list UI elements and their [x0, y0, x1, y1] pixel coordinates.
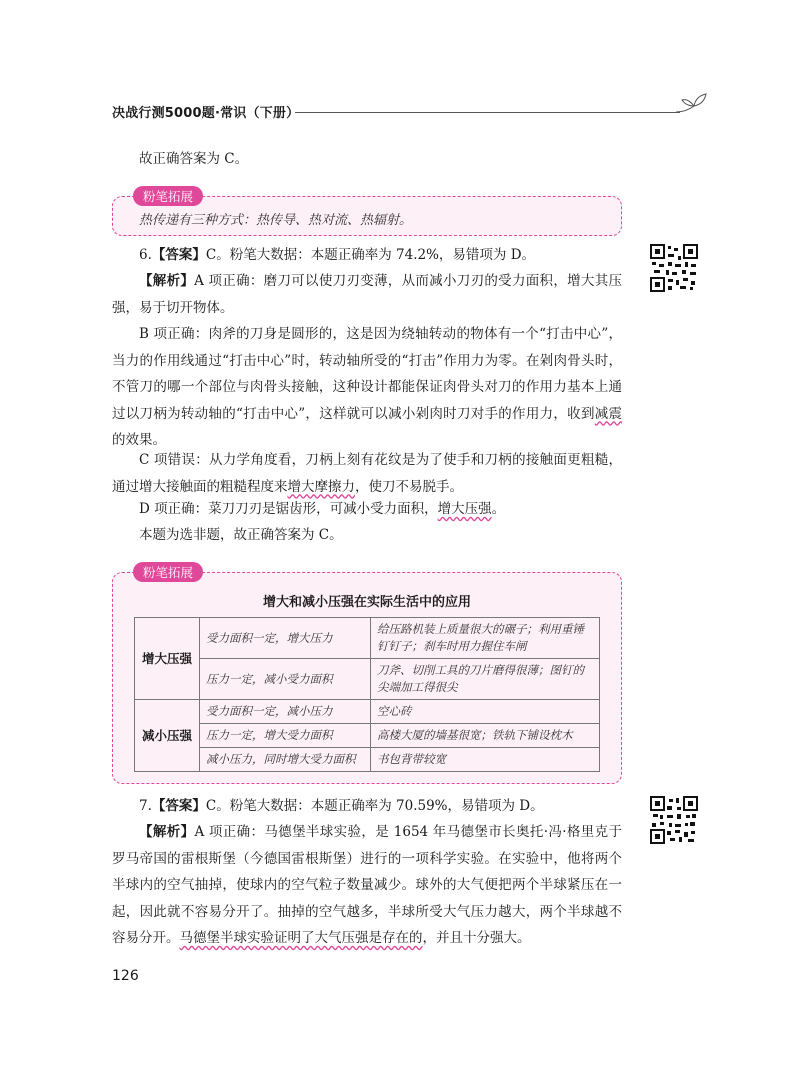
extension-text: 热传递有三种方式：热传导、热对流、热辐射。: [139, 213, 413, 228]
header-rule: [295, 112, 680, 113]
extension-box-heat: [112, 189, 622, 236]
analysis-label: 【解析】: [139, 273, 195, 289]
q7-analysis-a: 【解析】A 项正确：马德堡半球实验，是 1654 年马德堡市长奥托·冯·格里克于罗马帝国的雷根斯堡（今德国雷根斯堡）进行的一项科学实验。在实验中，他将两个半球内的空气抽掉，使球内的空气粒子数量减少。球外的大气便把两个半球紧压在一起，因此就不容易分开了。抽掉的空气越多，半球所受大气压力越大，两个半球越不容易分开。马德堡半球实验证明了大气压强是存在的，并且十分强大。: [112, 824, 623, 946]
book-title: 决战行测5000题·常识（下册）: [112, 106, 300, 121]
table-row: [135, 700, 600, 724]
condition-cell: 受力面积一定，增大压力: [200, 618, 371, 659]
q6-analysis-b: B 项正确：肉斧的刀身是圆形的，这是因为绕轴转动的物体有一个“打击中心”，当力的作用线通过“打击中心”时，转动轴所受的“打击”作用力为零。在剁肉骨头时，不管刀的哪一个部位与肉骨头接触，这种设计都能保证肉骨头对刀的作用力基本上通过以刀柄为转动轴的“打击中心”，这样就可以减小剁肉时刀对手的作用力，收到减震的效果。: [112, 326, 622, 448]
qr-code-icon[interactable]: [650, 796, 698, 844]
answer-label: 【答案】: [151, 798, 206, 814]
q6-analysis-d: D 项正确：菜刀刀刃是锯齿形，可减小受力面积，增大压强。: [139, 501, 506, 517]
qr-code-icon[interactable]: [650, 244, 698, 292]
q7-answer-line: 7.【答案】C。粉笔大数据：本题正确率为 70.59%，易错项为 D。: [139, 798, 544, 814]
table-row: [135, 618, 600, 659]
table-row: [135, 724, 600, 748]
pressure-table: [134, 617, 600, 772]
q6-analysis-a: 【解析】A 项正确：磨刀可以使刀刃变薄，从而减小刀刃的受力面积，增大其压强，易于切开物体。: [112, 273, 622, 316]
q6-analysis-c: C 项错误：从力学角度看，刀柄上刻有花纹是为了使手和刀柄的接触面更粗糙，通过增大接触面的粗糙程度来增大摩擦力，使刀不易脱手。: [112, 452, 622, 495]
running-header: [112, 98, 702, 124]
page-number: 126: [112, 968, 139, 984]
example-cell: 书包背带较宽: [371, 748, 600, 772]
condition-cell: 压力一定，增大受力面积: [200, 724, 371, 748]
leaf-icon: [674, 92, 714, 120]
example-cell: 空心砖: [371, 700, 600, 724]
previous-answer: 故正确答案为 C。: [139, 151, 249, 167]
q6-answer-line: 6.【答案】C。粉笔大数据：本题正确率为 74.2%，易错项为 D。: [139, 247, 536, 263]
q6-conclusion: 本题为选非题，故正确答案为 C。: [139, 527, 343, 543]
analysis-label: 【解析】: [139, 824, 195, 840]
category-increase: 增大压强: [135, 618, 200, 700]
table-title: 增大和减小压强在实际生活中的应用: [262, 595, 471, 610]
condition-cell: 减小压力，同时增大受力面积: [200, 748, 371, 772]
answer-label: 【答案】: [151, 247, 206, 263]
example-cell: 刀斧、切削工具的刀片磨得很薄；图钉的尖端加工得很尖: [371, 659, 600, 700]
table-row: [135, 659, 600, 700]
example-cell: 高楼大厦的墙基很宽；铁轨下铺设枕木: [371, 724, 600, 748]
category-decrease: 减小压强: [135, 700, 200, 772]
example-cell: 给压路机装上质量很大的碾子；利用重锤钉钉子；刹车时用力握住车闸: [371, 618, 600, 659]
condition-cell: 压力一定，减小受力面积: [200, 659, 371, 700]
table-row: [135, 748, 600, 772]
extension-box-pressure: [112, 565, 622, 784]
extension-tag: 粉笔拓展: [133, 562, 203, 582]
condition-cell: 受力面积一定，减小压力: [200, 700, 371, 724]
extension-tag: 粉笔拓展: [133, 186, 203, 206]
